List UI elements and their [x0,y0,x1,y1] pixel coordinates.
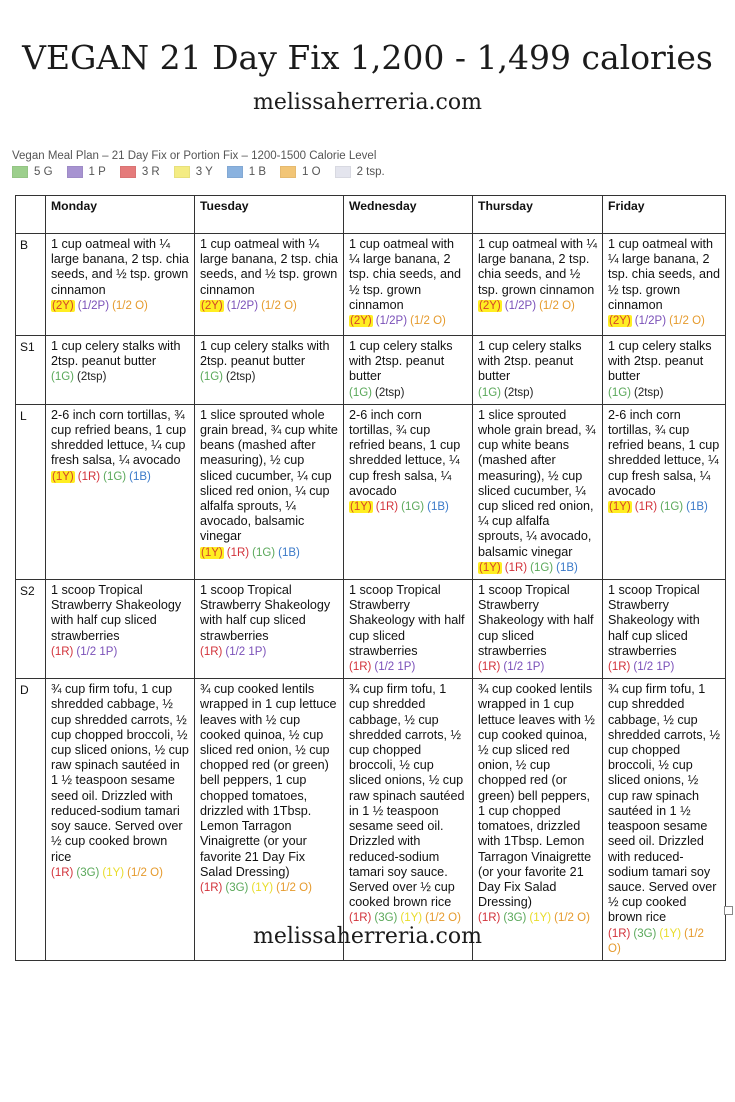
container-code: (1/2 1P) [633,661,675,674]
meal-cell [473,234,603,336]
legend-swatch [12,166,28,178]
meal-description: 1 cup celery stalks with 2tsp. peanut butter [200,339,330,369]
legend-swatch [280,166,296,178]
container-codes [478,660,597,675]
meal-cell [344,336,473,405]
container-code: (1R) [478,661,501,674]
day-header-monday: Monday [46,196,195,234]
meal-description: 1 cup oatmeal with ¼ large banana, 2 tsp. chia seeds, and ½ tsp. grown cinnamon [478,237,598,297]
container-code: (1G) [200,371,223,384]
container-code: (1G) [530,561,554,574]
container-code: (1R) [77,470,101,483]
container-code: (1Y) [479,561,501,574]
day-header-thursday: Thursday [473,196,603,234]
legend-item [67,166,106,178]
meal-description: ¾ cup firm tofu, 1 cup shredded cabbage, ½ cup shredded carrots, ½ cup chopped broccoli, ½ cup sliced onions, ½ cup raw spinach sautéed in 1 ½ teaspoon sesame seed oil. Drizzled with reduced-sodium tamari soy sauce. Served over ½ cup cooked brown rice [608,682,721,925]
container-legend [12,166,399,178]
meal-cell [603,679,726,961]
container-code: (1Y) [529,912,552,925]
meal-cell [603,580,726,679]
meal-description: 1 cup oatmeal with ¼ large banana, 2 tsp. chia seeds, and ½ tsp. grown cinnamon [608,237,721,312]
container-code: (1/2 1P) [503,661,545,674]
meal-description: ¾ cup cooked lentils wrapped in 1 cup lettuce leaves with ½ cup cooked quinoa, ½ cup sliced red onion, ½ cup chopped red (or green) bell peppers, 1 cup chopped tomatoes, drizzled with 1Tbsp. Lemon Tarragon Vinaigrette (or your favorite 21 Day Fix Salad Dressing) [200,682,337,879]
container-codes [478,561,597,576]
container-codes [51,470,189,485]
container-code: (1B) [427,501,449,514]
container-code: (1/2P) [634,315,667,328]
container-code: (1R) [349,661,372,674]
site-url-top: melissaherreria.com [253,90,482,115]
container-code: (1R) [608,661,631,674]
container-code: (1Y) [201,546,223,559]
container-code: (1B) [686,501,708,514]
day-header-wednesday: Wednesday [344,196,473,234]
table-header-row [16,196,726,234]
meal-description: 1 cup celery stalks with 2tsp. peanut butter [349,339,453,384]
container-codes [51,370,189,385]
container-code: (2tsp) [634,386,664,399]
resize-handle[interactable] [724,906,733,915]
page-title: VEGAN 21 Day Fix 1,200 - 1,499 calories [22,38,713,77]
meal-description: ¾ cup firm tofu, 1 cup shredded cabbage, ½ cup shredded carrots, ½ cup chopped broccoli, ½ cup sliced onions, ½ cup raw spinach sautéed in 1 ½ teaspoon sesame seed oil. Drizzled with reduced-sodium tamari soy sauce. Served over ½ cup cooked brown rice [349,682,465,910]
container-code: (1R) [504,561,528,574]
container-code: (1G) [401,501,425,514]
container-code: (1Y) [400,912,423,925]
container-code: (1/2P) [77,299,110,312]
legend-label: 2 tsp. [356,166,385,178]
container-code: (1/2 O) [261,299,297,312]
container-code: (1/2P) [504,299,537,312]
meal-cell [473,336,603,405]
meal-description: 2-6 inch corn tortillas, ¾ cup refried beans, 1 cup shredded lettuce, ¼ cup fresh salsa, ¼ avocado [608,407,720,498]
container-codes [478,386,597,401]
container-code: (1G) [51,371,74,384]
container-code: (3G) [503,912,527,925]
legend-swatch [335,166,351,178]
meal-cell [473,580,603,679]
meal-cell [603,404,726,579]
meal-description: 1 scoop Tropical Strawberry Shakeology with half cup sliced strawberries [478,583,594,658]
container-code: (3G) [225,881,249,894]
container-codes [51,299,189,314]
meal-description: 1 cup oatmeal with ¼ large banana, 2 tsp. chia seeds, and ½ tsp. grown cinnamon [51,237,189,297]
meal-description: 1 cup celery stalks with 2tsp. peanut butter [608,339,712,384]
container-code: (1G) [660,501,684,514]
container-codes [200,546,338,561]
container-code: (1/2 1P) [374,661,416,674]
container-code: (2Y) [479,299,501,312]
corner-cell [16,196,46,234]
meal-description: 2-6 inch corn tortillas, ¾ cup refried beans, 1 cup shredded lettuce, ¼ cup fresh salsa, ¼ avocado [349,407,461,498]
meal-description: 1 slice sprouted whole grain bread, ¾ cup white beans (mashed after measuring), ½ cup sliced cucumber, ¼ cup sliced red onion, ¼ cup alfalfa sprouts, ¼ avocado, balsamic vinegar [478,407,596,559]
meal-description: 1 slice sprouted whole grain bread, ¾ cup white beans (mashed after measuring), ½ cup sliced cucumber, ¼ cup sliced red onion, ¼ cup alfalfa sprouts, ¼ avocado, balsamic vinegar [200,407,338,544]
container-code: (1R) [200,881,223,894]
container-code: (1Y) [659,927,682,940]
container-codes [349,500,467,515]
container-code: (1/2 O) [276,881,312,894]
container-code: (1R) [375,501,399,514]
meal-cell [344,679,473,961]
legend-item [120,166,160,178]
meal-description: 2-6 inch corn tortillas, ¾ cup refried beans, 1 cup shredded lettuce, ¼ cup fresh salsa, ¼ avocado [51,407,187,468]
container-code: (1Y) [251,881,274,894]
meal-cell [473,404,603,579]
container-code: (1B) [278,546,300,559]
legend-label: 3 Y [195,166,213,178]
meal-cell [195,336,344,405]
container-codes [349,660,467,675]
legend-label: 1 O [302,166,321,178]
meal-cell [46,679,195,961]
container-codes [608,500,720,515]
meal-description: 1 scoop Tropical Strawberry Shakeology with half cup sliced strawberries [51,583,182,643]
meal-cell [195,580,344,679]
day-header-tuesday: Tuesday [195,196,344,234]
meal-description: 1 cup oatmeal with ¼ large banana, 2 tsp. chia seeds, and ½ tsp. grown cinnamon [349,237,462,312]
container-code: (2Y) [609,315,631,328]
meal-description: 1 scoop Tropical Strawberry Shakeology with half cup sliced strawberries [349,583,465,658]
container-codes [51,645,189,660]
legend-swatch [120,166,136,178]
container-code: (2Y) [201,299,223,312]
meal-description: 1 cup celery stalks with 2tsp. peanut butter [51,339,181,369]
meal-cell [46,580,195,679]
container-code: (1B) [129,470,151,483]
meal-cell [46,234,195,336]
container-code: (1Y) [609,501,631,514]
container-codes [349,386,467,401]
container-code: (1Y) [350,501,372,514]
container-codes [608,314,720,329]
table-row [16,404,726,579]
container-code: (2tsp) [77,371,107,384]
legend-swatch [227,166,243,178]
container-code: (1G) [252,546,276,559]
container-code: (2Y) [350,315,372,328]
meal-label: L [16,404,46,579]
meal-cell [195,679,344,961]
meal-cell [344,580,473,679]
meal-label: D [16,679,46,961]
container-code: (1G) [103,470,127,483]
legend-item [280,166,321,178]
table-row [16,580,726,679]
container-code: (3G) [76,866,100,879]
table-row [16,679,726,961]
legend-item [174,166,213,178]
container-code: (1Y) [102,866,125,879]
meal-plan-table [15,195,726,961]
container-codes [478,299,597,314]
container-codes [608,386,720,401]
container-codes [200,881,338,896]
meal-description: 1 cup celery stalks with 2tsp. peanut butter [478,339,582,384]
table-row [16,234,726,336]
legend-label: 3 R [141,166,160,178]
container-codes [51,866,189,881]
container-code: (1R) [51,866,74,879]
container-codes [608,660,720,675]
container-codes [200,370,338,385]
container-code: (1R) [349,912,372,925]
container-code: (1/2P) [375,315,408,328]
container-code: (3G) [633,927,657,940]
container-code: (1/2 O) [669,315,705,328]
meal-cell [603,234,726,336]
meal-plan-title: Vegan Meal Plan – 21 Day Fix or Portion Fix – 1200-1500 Calorie Level [12,150,377,162]
meal-description: ¾ cup firm tofu, 1 cup shredded cabbage, ½ cup shredded carrots, ½ cup chopped broccoli, ½ cup sliced onions, ½ cup raw spinach sautéed in 1 ½ teaspoon sesame seed oil. Drizzled with reduced-sodium tamari soy sauce. Served over ½ cup cooked brown rice [51,682,189,864]
meal-cell [46,404,195,579]
container-code: (1/2 1P) [76,645,118,658]
container-code: (1/2 O) [539,299,575,312]
day-header-friday: Friday [603,196,726,234]
container-codes [200,645,338,660]
container-code: (2tsp) [504,386,534,399]
legend-item [12,166,53,178]
container-code: (1/2P) [226,299,259,312]
container-code: (1G) [608,386,631,399]
container-code: (1R) [608,927,631,940]
meal-cell [473,679,603,961]
container-code: (2Y) [52,299,74,312]
container-code: (1/2 O) [127,866,163,879]
container-code: (1R) [200,645,223,658]
meal-cell [603,336,726,405]
legend-swatch [67,166,83,178]
meal-cell [195,234,344,336]
legend-item [335,166,385,178]
meal-description: 1 scoop Tropical Strawberry Shakeology with half cup sliced strawberries [200,583,331,643]
legend-item [227,166,266,178]
legend-label: 1 P [88,166,106,178]
meal-description: 1 cup oatmeal with ¼ large banana, 2 tsp. chia seeds, and ½ tsp. grown cinnamon [200,237,338,297]
container-code: (3G) [374,912,398,925]
container-code: (1Y) [52,470,74,483]
container-code: (2tsp) [375,386,405,399]
site-url-bottom: melissaherreria.com [253,924,482,949]
container-code: (1/2 O) [410,315,446,328]
legend-label: 5 G [34,166,53,178]
meal-description: ¾ cup cooked lentils wrapped in 1 cup lettuce leaves with ½ cup cooked quinoa, ½ cup sliced red onion, ½ cup chopped red (or green) bell peppers, 1 cup chopped tomatoes, drizzled with 1Tbsp. Lemon Tarragon Vinaigrette (or your favorite 21 Day Fix Salad Dressing) [478,682,595,910]
container-code: (1R) [51,645,74,658]
container-codes [349,314,467,329]
container-code: (1/2 1P) [225,645,267,658]
meal-label: B [16,234,46,336]
meal-label: S1 [16,336,46,405]
container-code: (1R) [634,501,658,514]
container-code: (1R) [226,546,250,559]
legend-swatch [174,166,190,178]
meal-cell [195,404,344,579]
meal-description: 1 scoop Tropical Strawberry Shakeology with half cup sliced strawberries [608,583,700,658]
meal-cell [344,234,473,336]
meal-cell [344,404,473,579]
meal-label: S2 [16,580,46,679]
container-code: (1/2 O) [554,912,590,925]
container-code: (1/2 O) [425,912,461,925]
container-code: (1R) [478,912,501,925]
meal-cell [46,336,195,405]
container-code: (2tsp) [226,371,256,384]
container-code: (1/2 O) [112,299,148,312]
container-code: (1/2 O) [608,927,704,955]
container-code: (1G) [478,386,501,399]
table-row [16,336,726,405]
legend-label: 1 B [248,166,267,178]
container-code: (1B) [556,561,578,574]
container-codes [200,299,338,314]
container-code: (1G) [349,386,372,399]
